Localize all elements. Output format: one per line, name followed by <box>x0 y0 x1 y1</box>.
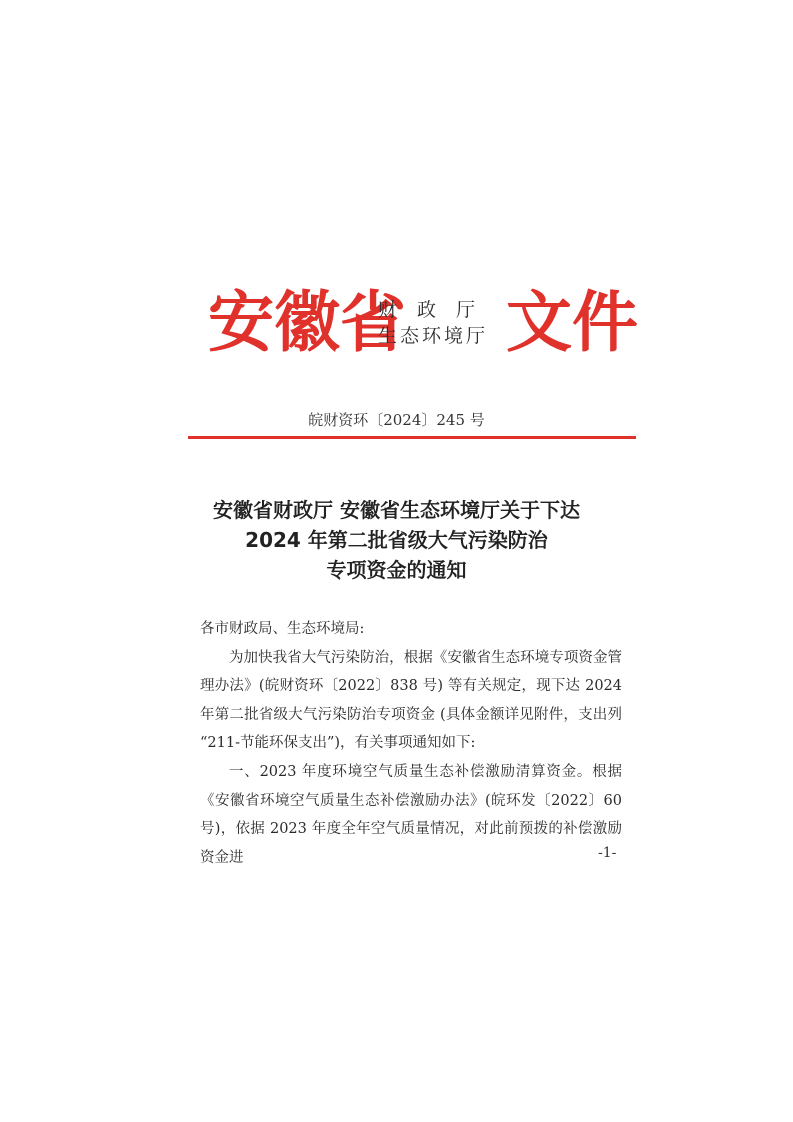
document-number: 皖财资环〔2024〕245 号 <box>308 411 485 429</box>
title-line-3: 专项资金的通知 <box>326 558 467 582</box>
title-line-2: 2024 年第二批省级大气污染防治 <box>245 528 548 552</box>
letterhead-document: 文件 <box>506 283 638 361</box>
page-number: -1- <box>598 845 617 861</box>
document-body <box>200 615 622 872</box>
title-line-1: 安徽省财政厅 安徽省生态环境厅关于下达 <box>213 498 580 522</box>
body-paragraph-1: 为加快我省大气污染防治，根据《安徽省生态环境专项资金管理办法》(皖财资环〔2022〕838 号) 等有关规定，现下达 2024 年第二批省级大气污染防治专项资金 (具体金额详见附件，支出列 “211-节能环保支出”)，有关事项通知如下: <box>200 649 622 752</box>
salutation: 各市财政局、生态环境局: <box>200 621 365 637</box>
document-title <box>0 495 793 585</box>
red-divider-rule <box>188 436 636 439</box>
letterhead-agency-finance: 财政厅 <box>378 299 496 321</box>
letterhead-province: 安徽省 <box>208 283 406 361</box>
body-paragraph-2: 一、2023 年度环境空气质量生态补偿激励清算资金。根据《安徽省环境空气质量生态补偿激励办法》(皖环发〔2022〕60 号)，依据 2023 年度全年空气质量情况，对此前预拨的补偿激励资金进 <box>200 763 622 866</box>
letterhead-agency-environment: 生态环境厅 <box>378 325 489 347</box>
